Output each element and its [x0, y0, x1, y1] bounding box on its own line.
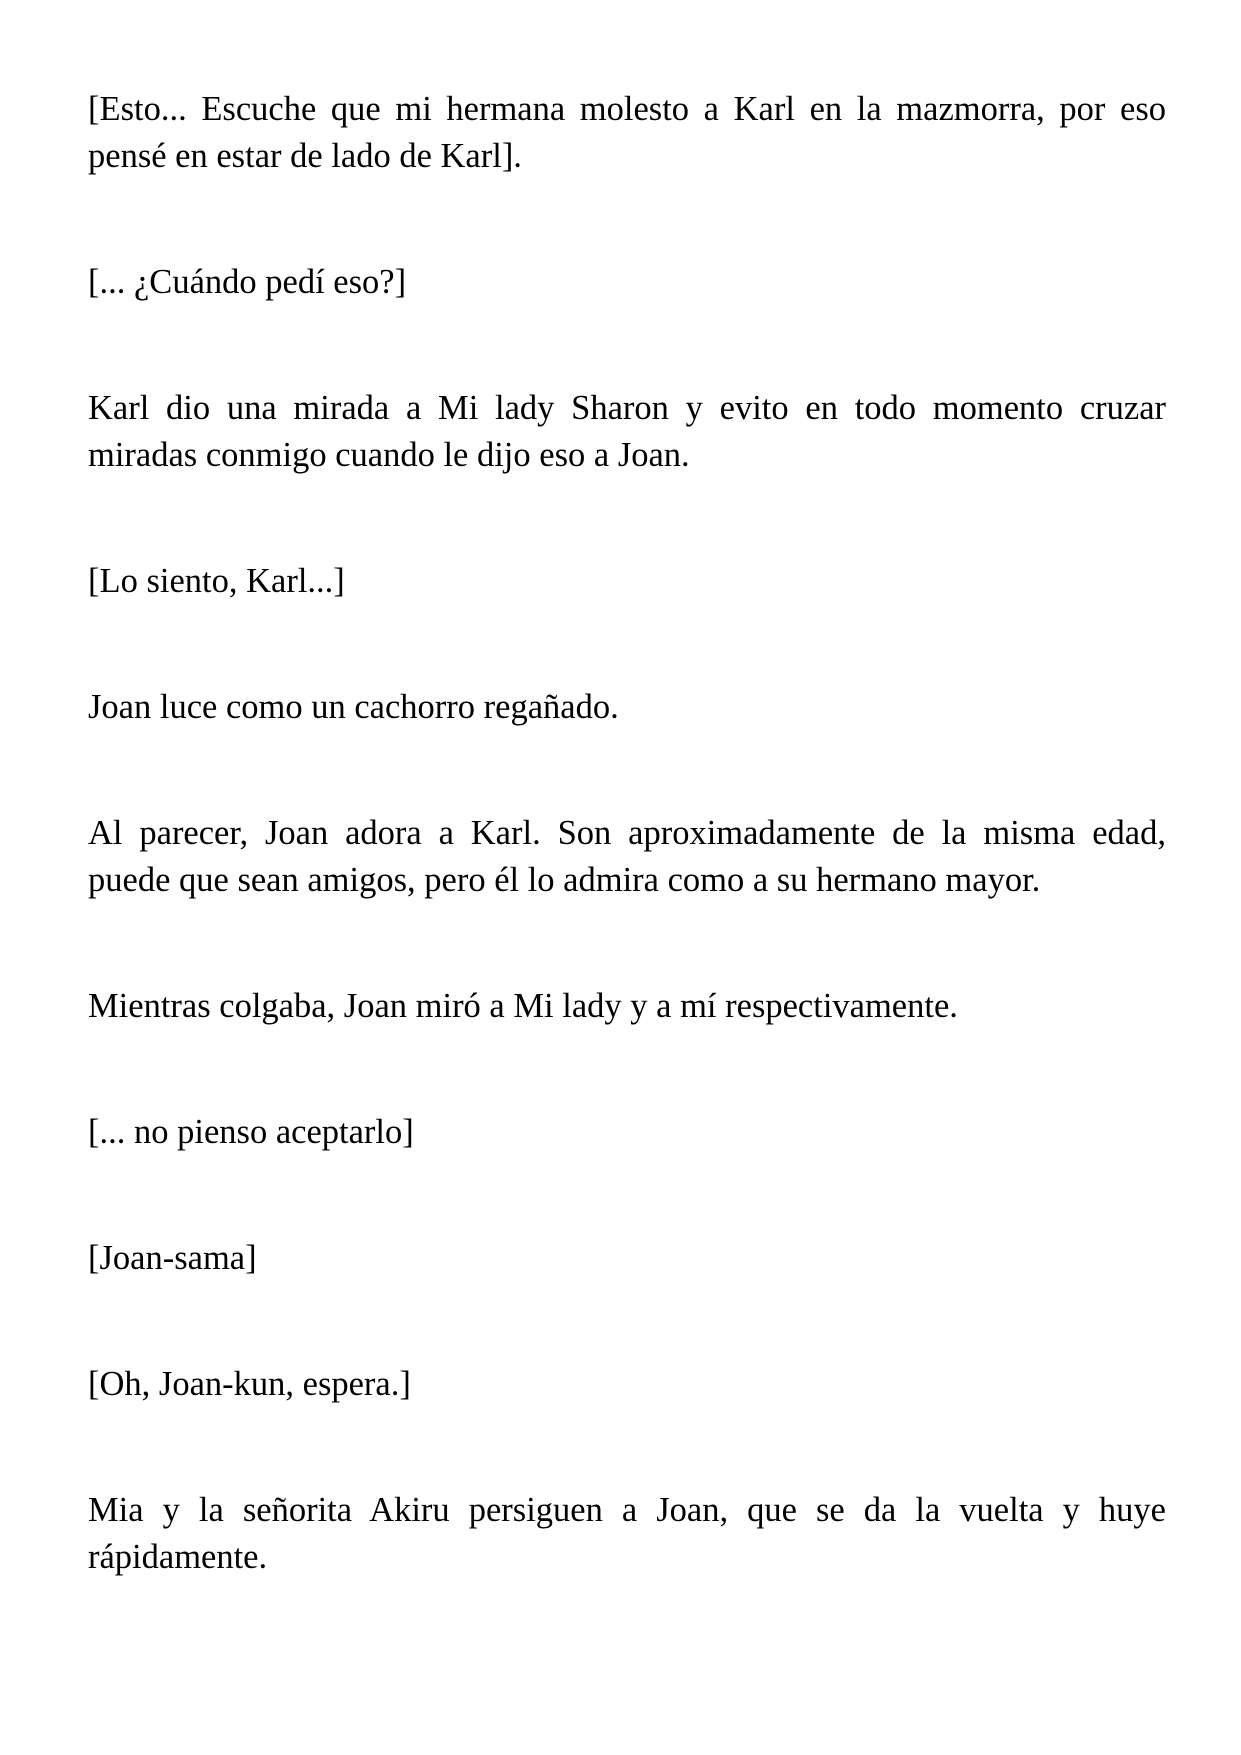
paragraph-8: [... no pienso aceptarlo]: [88, 1113, 414, 1151]
paragraph-5: Joan luce como un cachorro regañado.: [88, 688, 619, 726]
paragraph-10: [Oh, Joan-kun, espera.]: [88, 1365, 411, 1403]
paragraph-4: [Lo siento, Karl...]: [88, 562, 345, 600]
document-page: [88, 86, 1166, 1581]
paragraph-7: Mientras colgaba, Joan miró a Mi lady y a mí respectivamente.: [88, 987, 958, 1025]
paragraph-2: [... ¿Cuándo pedí eso?]: [88, 263, 407, 301]
paragraph-3: Karl dio una mirada a Mi lady Sharon y evito en todo momento cruzar miradas conmigo cuando le dijo eso a Joan.: [88, 389, 1166, 474]
paragraph-9: [Joan-sama]: [88, 1239, 257, 1277]
paragraph-6: Al parecer, Joan adora a Karl. Son aproximadamente de la misma edad, puede que sean amigos, pero él lo admira como a su hermano mayor.: [88, 814, 1166, 899]
paragraph-11: Mia y la señorita Akiru persiguen a Joan, que se da la vuelta y huye rápidamente.: [88, 1491, 1166, 1576]
paragraph-1: [Esto... Escuche que mi hermana molesto a Karl en la mazmorra, por eso pensé en estar de lado de Karl].: [88, 90, 1166, 175]
